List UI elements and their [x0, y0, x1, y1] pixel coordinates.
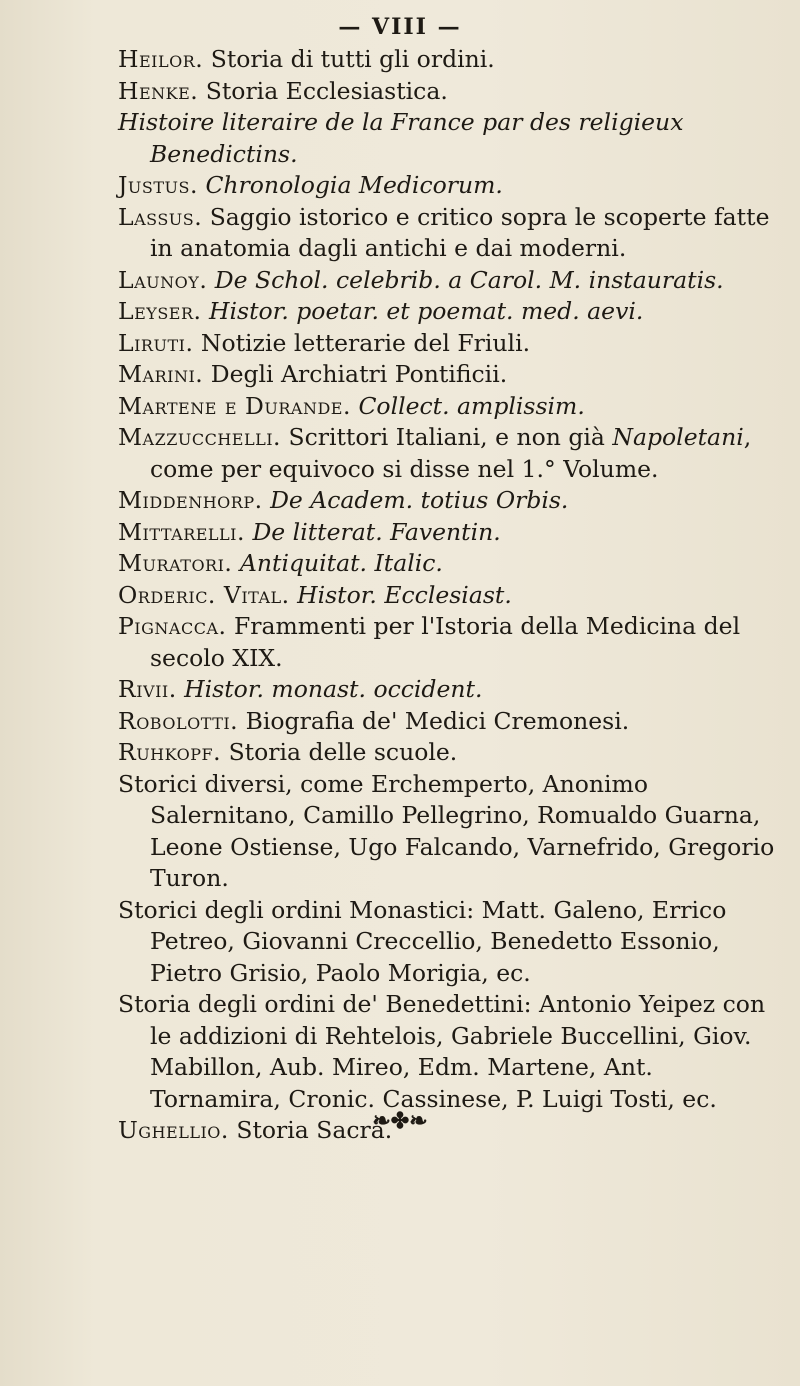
entry-author: Lassus. [118, 202, 203, 231]
bibliography-entry [118, 580, 778, 612]
entry-text: Storia Sacra. [228, 1116, 393, 1144]
bibliography-entry [118, 769, 778, 895]
bibliography-entry [118, 202, 778, 265]
entry-author: Rivii. [118, 675, 177, 703]
entry-author: Marini. [118, 360, 204, 388]
entry-text [207, 266, 214, 294]
bibliography-entry [118, 391, 778, 423]
bibliography-entry [118, 674, 778, 706]
entry-text: Storici diversi, come Erchemperto, Anonimo Salernitano, Camillo Pellegrino, Romualdo Guarna, Leone Ostiense, Ugo Falcando, Varnefrido, Gregorio Turon. [118, 769, 775, 892]
entry-text: Storia di tutti gli ordini. [203, 45, 495, 73]
entry-title-italic: Histor. Ecclesiast. [297, 580, 512, 609]
entry-author: Justus. [118, 171, 198, 199]
entry-text: Storia Ecclesiastica. [198, 76, 448, 105]
entry-author: Launoy. [118, 265, 208, 294]
entry-text: Biografia de' Medici Cremonesi. [238, 706, 630, 735]
entry-author: Mazzucchelli. [118, 423, 281, 451]
bibliography-entry [118, 422, 778, 485]
bibliography-entry [118, 265, 778, 297]
entry-text: Storia delle scuole. [221, 738, 458, 766]
entry-text: Saggio istorico e critico sopra le scoperte fatte in anatomia dagli antichi e dai moderni. [150, 202, 770, 262]
entry-author: Mittarelli. [118, 517, 245, 546]
entry-title-italic: Antiquitat. Italic. [239, 549, 443, 577]
bibliography-entry [118, 895, 778, 990]
entry-text: Notizie letterarie del Friuli. [193, 328, 531, 357]
entry-author: Ughellio. [118, 1116, 229, 1144]
bibliography-entry [118, 706, 778, 738]
bibliography-entry [118, 485, 778, 517]
entry-title-italic: De Academ. totius Orbis. [270, 486, 569, 514]
page-header: — VIII — [338, 14, 462, 40]
end-ornament: ❧✤❧ [372, 1108, 428, 1134]
entry-text [263, 486, 270, 514]
entry-author: Pignacca. [118, 612, 227, 640]
entry-author: Henke. [118, 76, 199, 105]
entry-text [290, 581, 297, 609]
bibliography-entry [118, 611, 778, 674]
bibliography-entry [118, 517, 778, 549]
entry-text [232, 549, 239, 577]
entry-text-continued: , come per equivoco si disse nel 1.° Volume. [150, 423, 752, 483]
entry-text: Degli Archiatri Pontificii. [203, 360, 508, 388]
bibliography-list [118, 44, 778, 1147]
bibliography-entry [118, 989, 778, 1115]
bibliography-entry [118, 44, 778, 76]
entry-author: Orderic. Vital. [118, 580, 290, 609]
entry-author: Heilor. [118, 45, 204, 73]
bibliography-entry [118, 296, 778, 328]
entry-author: Martene e Durande. [118, 391, 351, 420]
entry-title-italic: Collect. amplissim. [358, 391, 585, 420]
bibliography-entry [118, 107, 778, 170]
entry-text: Frammenti per l'Istoria della Medicina del secolo XIX. [150, 612, 741, 672]
entry-title-italic: Histor. poetar. et poemat. med. aevi. [209, 297, 644, 325]
entry-title-italic: Histoire literaire de la France par des religieux Benedictins. [118, 108, 684, 168]
entry-author: Robolotti. [118, 706, 239, 735]
bibliography-entry [118, 170, 778, 202]
bibliography-entry [118, 359, 778, 391]
entry-author: Liruti. [118, 328, 194, 357]
entry-text [202, 297, 209, 325]
entry-author: Ruhkopf. [118, 738, 222, 766]
entry-title-italic: De Schol. celebrib. a Carol. M. instauratis. [214, 265, 724, 294]
entry-author: Muratori. [118, 549, 233, 577]
entry-title-italic: Napoletani [612, 423, 744, 451]
entry-author: Leyser. [118, 297, 202, 325]
entry-text: Storici degli ordini Monastici: Matt. Galeno, Errico Petreo, Giovanni Creccellio, Benedetto Essonio, Pietro Grisio, Paolo Morigia, ec. [118, 895, 727, 987]
entry-title-italic: De litterat. Faventin. [252, 517, 501, 546]
entry-title-italic: Histor. monast. occident. [184, 675, 483, 703]
bibliography-entry [118, 76, 778, 108]
bibliography-entry [118, 737, 778, 769]
entry-text: Storia degli ordini de' Benedettini: Antonio Yeipez con le addizioni di Rehtelois, Gabriele Buccellini, Giov. Mabillon, Aub. Mireo, Edm. Martene, Ant. Tornamira, Cronic. Cassinese, P. Luigi Tosti, ec. [118, 990, 766, 1113]
entry-author: Middenhorp. [118, 486, 263, 514]
entry-title-italic: Chronologia Medicorum. [205, 171, 503, 199]
bibliography-entry [118, 328, 778, 360]
bibliography-entry [118, 548, 778, 580]
entry-text: Scrittori Italiani, e non già [281, 423, 613, 451]
